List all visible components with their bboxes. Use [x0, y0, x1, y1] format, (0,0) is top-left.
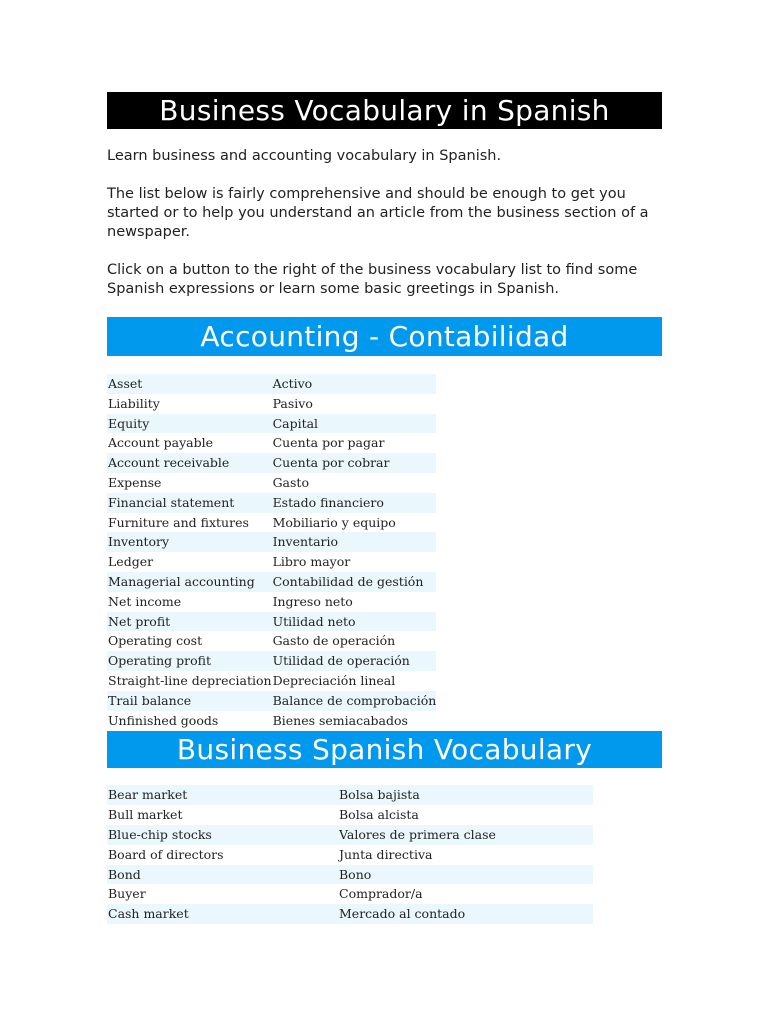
- section-heading-business-vocabulary: Business Spanish Vocabulary: [107, 731, 662, 768]
- vocab-row: [107, 513, 436, 533]
- english-term: Bond: [107, 865, 338, 885]
- english-term: Liability: [107, 394, 272, 414]
- intro-text: [107, 147, 662, 299]
- spanish-term: Comprador/a: [338, 884, 593, 904]
- vocab-row: [107, 671, 436, 691]
- english-term: Operating cost: [107, 631, 272, 651]
- english-term: Account receivable: [107, 453, 272, 473]
- english-term: Financial statement: [107, 493, 272, 513]
- english-term: Net profit: [107, 612, 272, 632]
- english-term: Straight-line depreciation: [107, 671, 272, 691]
- vocab-row: [107, 374, 436, 394]
- spanish-term: Gasto: [272, 473, 437, 493]
- spanish-term: Gasto de operación: [272, 631, 437, 651]
- intro-paragraph: Learn business and accounting vocabulary in Spanish.: [107, 148, 502, 164]
- spanish-term: Bolsa bajista: [338, 785, 593, 805]
- vocab-row: [107, 552, 436, 572]
- vocab-row: [107, 612, 436, 632]
- english-term: Net income: [107, 592, 272, 612]
- vocab-row: [107, 845, 593, 865]
- english-term: Unfinished goods: [107, 711, 272, 731]
- english-term: Asset: [107, 374, 272, 394]
- vocab-row: [107, 453, 436, 473]
- spanish-term: Mercado al contado: [338, 904, 593, 924]
- vocab-row: [107, 572, 436, 592]
- spanish-term: Utilidad de operación: [272, 651, 437, 671]
- english-term: Trail balance: [107, 691, 272, 711]
- english-term: Buyer: [107, 884, 338, 904]
- english-term: Board of directors: [107, 845, 338, 865]
- business-vocabulary-table: [107, 785, 593, 924]
- vocab-row: [107, 825, 593, 845]
- spanish-term: Inventario: [272, 532, 437, 552]
- spanish-term: Utilidad neto: [272, 612, 437, 632]
- english-term: Inventory: [107, 532, 272, 552]
- english-term: Cash market: [107, 904, 338, 924]
- spanish-term: Activo: [272, 374, 437, 394]
- vocab-row: [107, 691, 436, 711]
- intro-paragraph: Click on a button to the right of the business vocabulary list to find some Spanish expressions or learn some basic greetings in Spanish.: [107, 262, 638, 297]
- vocab-row: [107, 884, 593, 904]
- vocab-row: [107, 904, 593, 924]
- spanish-term: Pasivo: [272, 394, 437, 414]
- english-term: Expense: [107, 473, 272, 493]
- english-term: Account payable: [107, 433, 272, 453]
- spanish-term: Libro mayor: [272, 552, 437, 572]
- english-term: Ledger: [107, 552, 272, 572]
- spanish-term: Cuenta por pagar: [272, 433, 437, 453]
- english-term: Managerial accounting: [107, 572, 272, 592]
- vocab-row: [107, 711, 436, 731]
- english-term: Blue-chip stocks: [107, 825, 338, 845]
- intro-paragraph: The list below is fairly comprehensive and should be enough to get you started or to help you understand an article from the business section of a newspaper.: [107, 186, 649, 240]
- vocab-row: [107, 473, 436, 493]
- vocab-row: [107, 865, 593, 885]
- document-page: [107, 92, 662, 924]
- spanish-term: Cuenta por cobrar: [272, 453, 437, 473]
- spanish-term: Junta directiva: [338, 845, 593, 865]
- english-term: Operating profit: [107, 651, 272, 671]
- vocab-row: [107, 493, 436, 513]
- vocab-row: [107, 631, 436, 651]
- vocab-row: [107, 394, 436, 414]
- accounting-vocabulary-table: [107, 374, 436, 730]
- vocab-row: [107, 414, 436, 434]
- spanish-term: Ingreso neto: [272, 592, 437, 612]
- spanish-term: Bono: [338, 865, 593, 885]
- english-term: Bull market: [107, 805, 338, 825]
- spanish-term: Valores de primera clase: [338, 825, 593, 845]
- spanish-term: Estado financiero: [272, 493, 437, 513]
- spanish-term: Balance de comprobación: [272, 691, 437, 711]
- vocab-row: [107, 592, 436, 612]
- vocab-row: [107, 651, 436, 671]
- vocab-row: [107, 532, 436, 552]
- vocab-row: [107, 433, 436, 453]
- section-heading-accounting: Accounting - Contabilidad: [107, 317, 662, 356]
- vocab-row: [107, 805, 593, 825]
- spanish-term: Mobiliario y equipo: [272, 513, 437, 533]
- english-term: Bear market: [107, 785, 338, 805]
- english-term: Furniture and fixtures: [107, 513, 272, 533]
- vocab-row: [107, 785, 593, 805]
- spanish-term: Capital: [272, 414, 437, 434]
- spanish-term: Contabilidad de gestión: [272, 572, 437, 592]
- page-title: Business Vocabulary in Spanish: [107, 92, 662, 129]
- spanish-term: Bolsa alcista: [338, 805, 593, 825]
- spanish-term: Bienes semiacabados: [272, 711, 437, 731]
- english-term: Equity: [107, 414, 272, 434]
- spanish-term: Depreciación lineal: [272, 671, 437, 691]
